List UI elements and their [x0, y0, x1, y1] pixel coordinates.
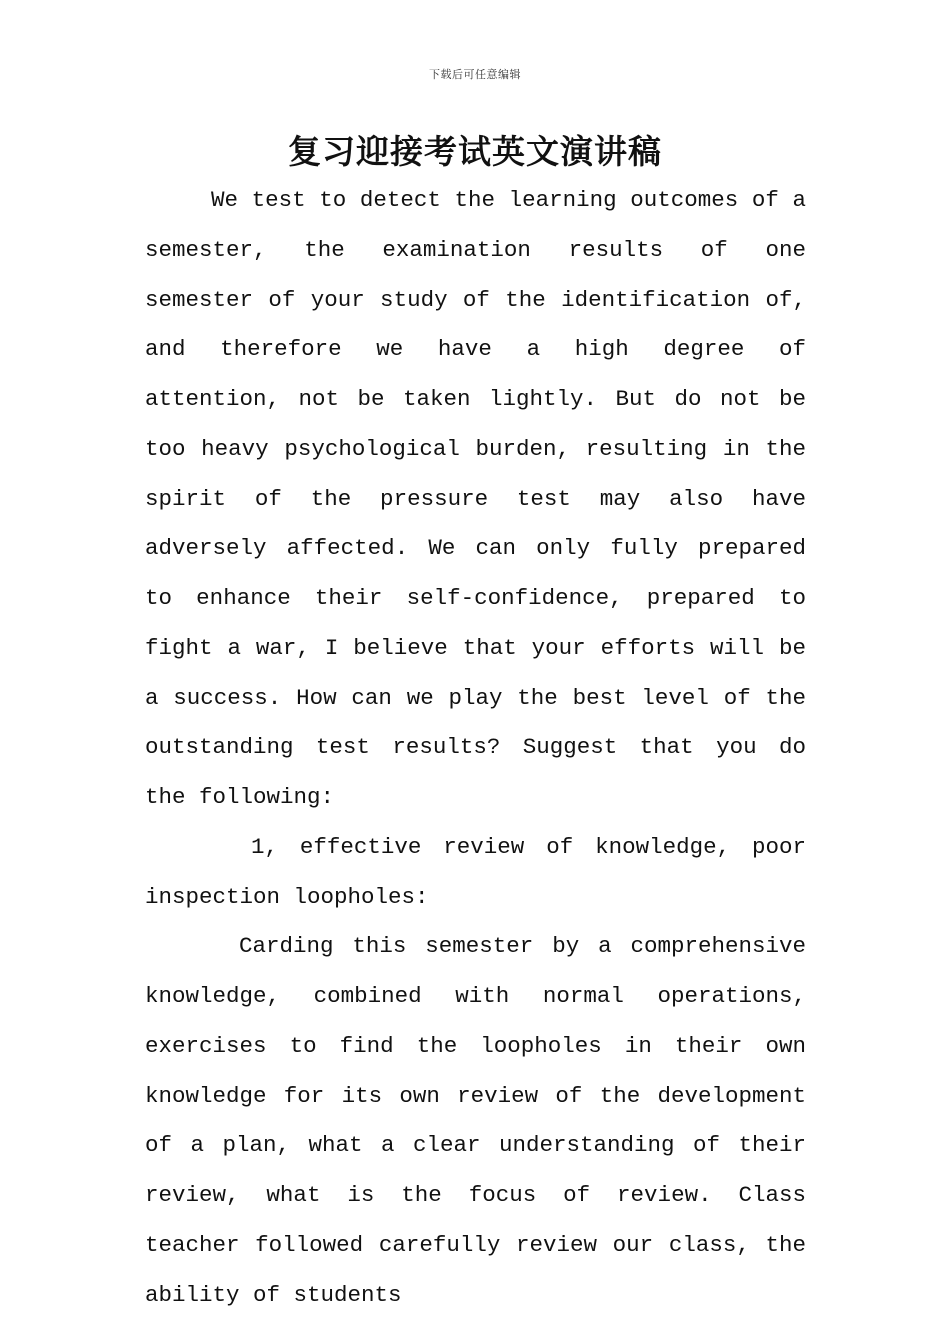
body-paragraph: We test to detect the learning outcomes of a semester, the examination results of one semester of your study of the identification of, and therefore we have a high degree of attention, not be taken lightly. But do not be too heavy psychological burden, resulting in the spirit of the pressure test may also have adversely affected. We can only fully prepared to enhance their self-confidence, prepared to fight a war, I believe that your efforts will be a success. How can we play the best level of the outstanding test results? Suggest that you do the following: — [145, 187, 806, 810]
header-note: 下载后可任意编辑 — [429, 68, 521, 81]
body-paragraph: Carding this semester by a comprehensive knowledge, combined with normal operations, exercises to find the loopholes in their own knowledge for its own review of the development of a plan, what a clear understanding of their review, what is the focus of review. Class teacher followed carefully review our class, the ability of students — [145, 933, 806, 1308]
document-body — [145, 176, 806, 1320]
body-paragraph: 1, effective review of knowledge, poor inspection loopholes: — [145, 833, 806, 910]
document-title: 复习迎接考试英文演讲稿 — [288, 132, 662, 171]
